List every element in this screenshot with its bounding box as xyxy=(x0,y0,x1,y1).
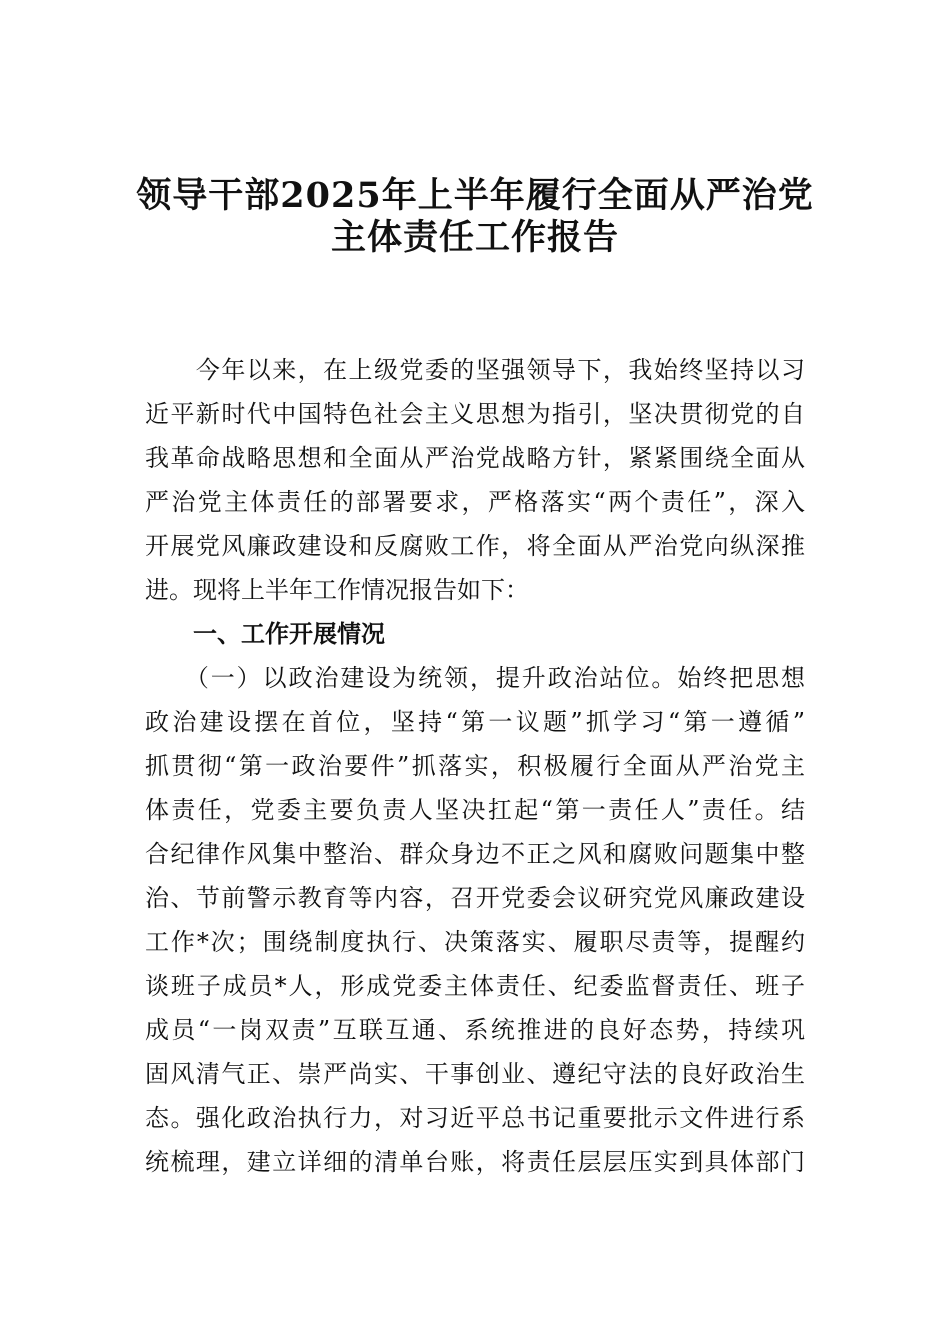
document-title-line-1: 领导干部2025年上半年履行全面从严治党 xyxy=(136,175,814,216)
body-line: 固风清气正、崇严尚实、干事创业、遵纪守法的良好政治生 xyxy=(145,1060,805,1088)
body-line: 今年以来，在上级党委的坚强领导下，我始终坚持以习 xyxy=(145,356,805,384)
document-title-line-2: 主体责任工作报告 xyxy=(330,217,619,258)
body-line: 近平新时代中国特色社会主义思想为指引，坚决贯彻党的自 xyxy=(145,400,805,428)
body-line: 治、节前警示教育等内容，召开党委会议研究党风廉政建设 xyxy=(145,884,805,912)
document-body xyxy=(145,348,805,1184)
body-line: 态。强化政治执行力，对习近平总书记重要批示文件进行系 xyxy=(145,1104,805,1132)
body-line: （一）以政治建设为统领，提升政治站位。始终把思想 xyxy=(145,664,805,692)
body-line: 统梳理，建立详细的清单台账，将责任层层压实到具体部门 xyxy=(145,1148,805,1176)
body-line: 体责任，党委主要负责人坚决扛起“第一责任人”责任。结 xyxy=(145,796,805,824)
body-line: 开展党风廉政建设和反腐败工作，将全面从严治党向纵深推 xyxy=(145,532,805,560)
body-line: 成员“一岗双责”互联互通、系统推进的良好态势，持续巩 xyxy=(145,1016,805,1044)
body-line: 合纪律作风集中整治、群众身边不正之风和腐败问题集中整 xyxy=(145,840,805,868)
body-line: 抓贯彻“第一政治要件”抓落实，积极履行全面从严治党主 xyxy=(145,752,805,780)
body-line: 进。现将上半年工作情况报告如下： xyxy=(145,576,529,604)
section-heading: 一、工作开展情况 xyxy=(145,620,385,648)
body-line: 政治建设摆在首位，坚持“第一议题”抓学习“第一遵循” xyxy=(145,708,805,736)
body-line: 谈班子成员*人，形成党委主体责任、纪委监督责任、班子 xyxy=(145,972,805,1000)
body-line: 严治党主体责任的部署要求，严格落实“两个责任”，深入 xyxy=(145,488,805,516)
body-line: 我革命战略思想和全面从严治党战略方针，紧紧围绕全面从 xyxy=(145,444,805,472)
body-line: 工作*次；围绕制度执行、决策落实、履职尽责等，提醒约 xyxy=(145,928,805,956)
